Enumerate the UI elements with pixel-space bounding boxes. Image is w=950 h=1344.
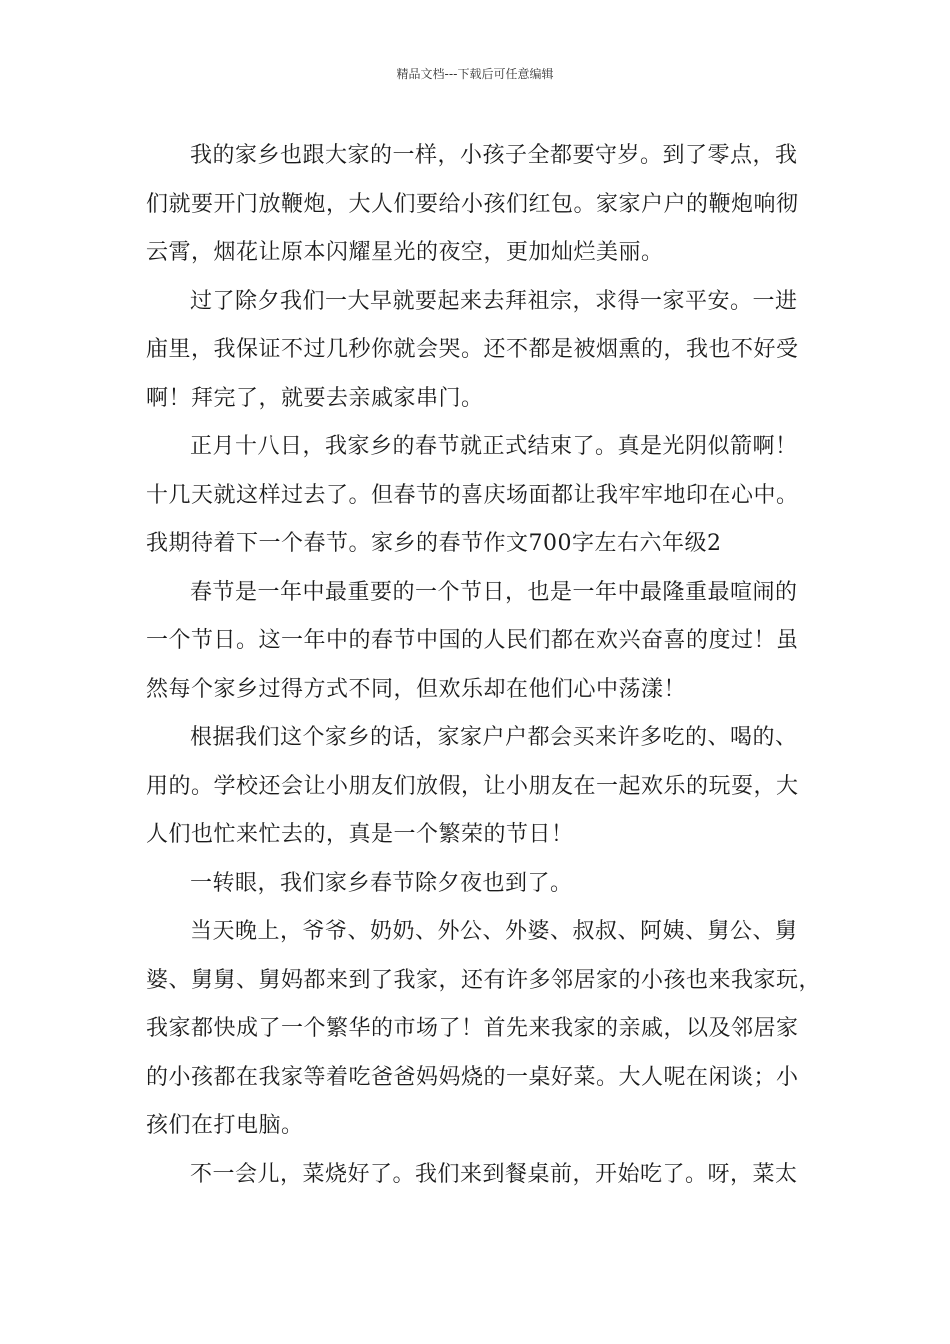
text-line: 我期待着下一个春节。家乡的春节作文700字左右六年级2: [146, 531, 722, 556]
paragraph: [146, 423, 806, 569]
text-line: 过了除夕我们一大早就要起来去拜祖宗，求得一家平安。一进: [190, 288, 798, 314]
text-line: 人们也忙来忙去的，真是一个繁荣的节日！: [146, 822, 574, 847]
text-line: 一转眼，我们家乡春节除夕夜也到了。: [190, 870, 573, 896]
text-line: 用的。学校还会让小朋友们放假，让小朋友在一起欢乐的玩耍，大: [146, 773, 799, 799]
text-line: 正月十八日，我家乡的春节就正式结束了。真是光阴似箭啊！: [190, 434, 798, 459]
paragraph: [146, 278, 806, 424]
paragraph: [146, 132, 806, 278]
text-line: 孩们在打电脑。: [146, 1113, 304, 1138]
text-line: 根据我们这个家乡的话，家家户户都会买来许多吃的、喝的、: [190, 725, 798, 750]
text-line: 们就要开门放鞭炮，大人们要给小孩们红包。家家户户的鞭炮响彻: [146, 191, 799, 217]
document-body: [146, 132, 822, 1199]
text-line: 我的家乡也跟大家的一样，小孩子全都要守岁。到了零点，我: [190, 143, 798, 168]
paragraph: [146, 908, 822, 1151]
text-line: 当天晚上，爷爷、奶奶、外公、外婆、叔叔、阿姨、舅公、舅: [190, 919, 798, 944]
page-header: 精品文档---下载后可任意编辑: [396, 67, 554, 81]
text-line: 婆、舅舅、舅妈都来到了我家，还有许多邻居家的小孩也来我家玩，: [146, 967, 822, 993]
paragraph: [146, 714, 806, 860]
text-line: 不一会儿，菜烧好了。我们来到餐桌前，开始吃了。呀，菜太: [190, 1161, 798, 1187]
text-line: 十几天就这样过去了。但春节的喜庆场面都让我牢牢地印在心中。: [146, 482, 799, 508]
text-line: 春节是一年中最重要的一个节日，也是一年中最隆重最喧闹的: [190, 579, 798, 605]
text-line: 啊！拜完了，就要去亲戚家串门。: [146, 385, 484, 411]
text-line: 然每个家乡过得方式不同，但欢乐却在他们心中荡漾！: [146, 676, 687, 702]
text-line: 一个节日。这一年中的春节中国的人民们都在欢兴奋喜的度过！虽: [146, 628, 799, 653]
text-line: 庙里，我保证不过几秒你就会哭。还不都是被烟熏的，我也不好受: [146, 337, 799, 362]
paragraph: [146, 860, 806, 909]
text-line: 的小孩都在我家等着吃爸爸妈妈烧的一桌好菜。大人呢在闲谈；小: [146, 1064, 799, 1090]
text-line: 我家都快成了一个繁华的市场了！首先来我家的亲戚，以及邻居家: [146, 1016, 799, 1041]
paragraph: [146, 1151, 806, 1200]
text-line: 云霄，烟花让原本闪耀星光的夜空，更加灿烂美丽。: [146, 240, 664, 265]
paragraph: [146, 569, 806, 715]
